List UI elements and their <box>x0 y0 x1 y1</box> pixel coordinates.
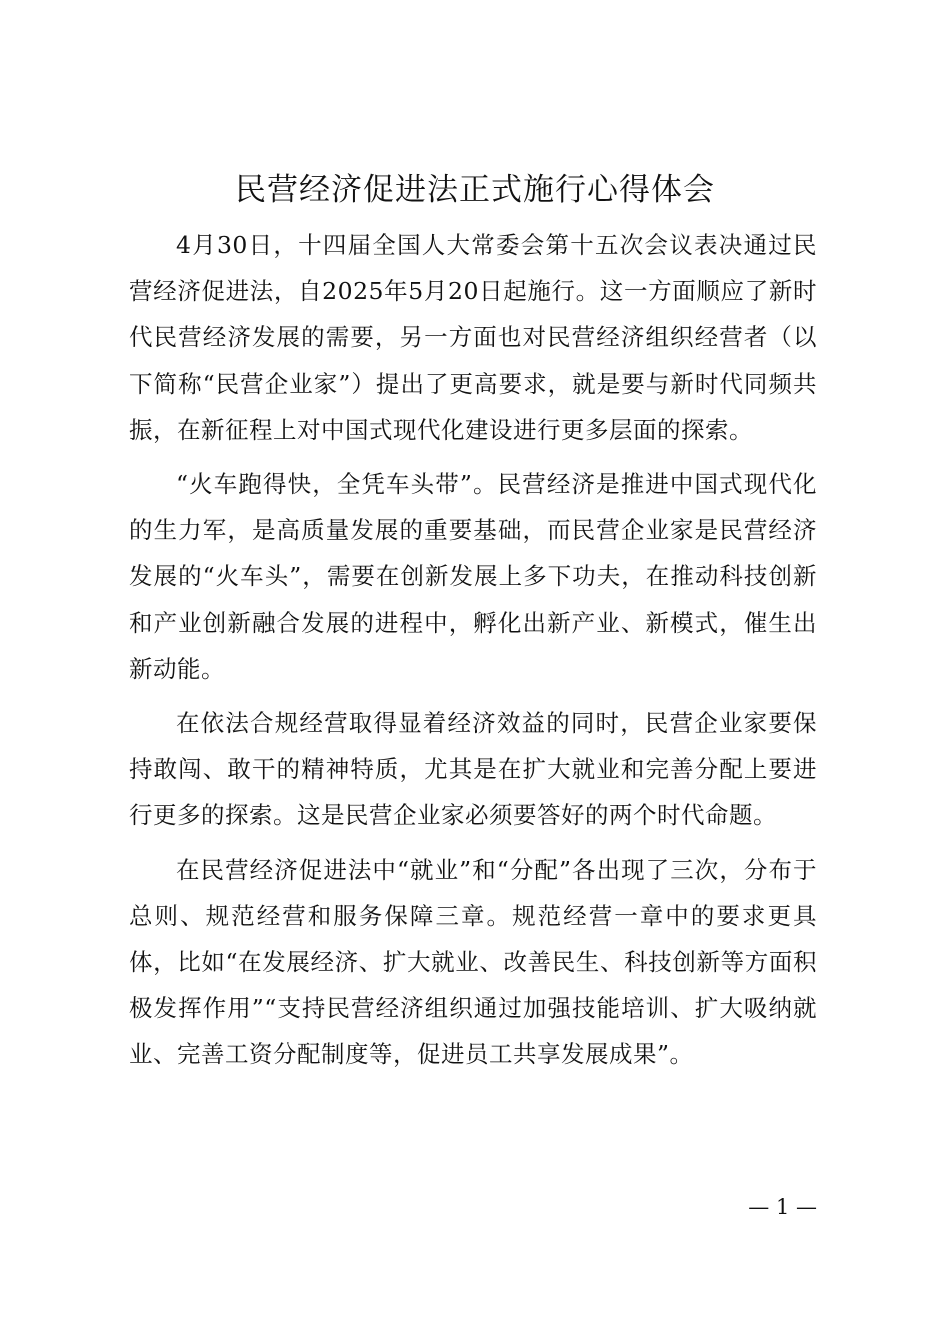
paragraph-4: 在民营经济促进法中“就业”和“分配”各出现了三次，分布于总则、规范经营和服务保障三章。规范经营一章中的要求更具体，比如“在发展经济、扩大就业、改善民生、科技创新等方面积极发挥作用”“支持民营经济组织通过加强技能培训、扩大吸纳就业、完善工资分配制度等，促进员工共享发展成果”。 <box>129 855 817 1069</box>
paragraph-1: 4月30日，十四届全国人大常委会第十五次会议表决通过民营经济促进法，自2025年5月20日起施行。这一方面顺应了新时代民营经济发展的需要，另一方面也对民营经济组织经营者（以下简称“民营企业家”）提出了更高要求，就是要与新时代同频共振，在新征程上对中国式现代化建设进行更多层面的探索。 <box>129 231 817 444</box>
document-title: 民营经济促进法正式施行心得体会 <box>235 172 715 208</box>
paragraph-3: 在依法合规经营取得显着经济效益的同时，民营企业家要保持敢闯、敢干的精神特质，尤其是在扩大就业和完善分配上要进行更多的探索。这是民营企业家必须要答好的两个时代命题。 <box>129 709 817 830</box>
paragraph-2: “火车跑得快，全凭车头带”。民营经济是推进中国式现代化的生力军，是高质量发展的重要基础，而民营企业家是民营经济发展的“火车头”，需要在创新发展上多下功夫，在推动科技创新和产业创新融合发展的进程中，孵化出新产业、新模式，催生出新动能。 <box>129 470 817 683</box>
page-number: — 1 — <box>748 1195 817 1219</box>
document-body <box>129 222 817 1086</box>
